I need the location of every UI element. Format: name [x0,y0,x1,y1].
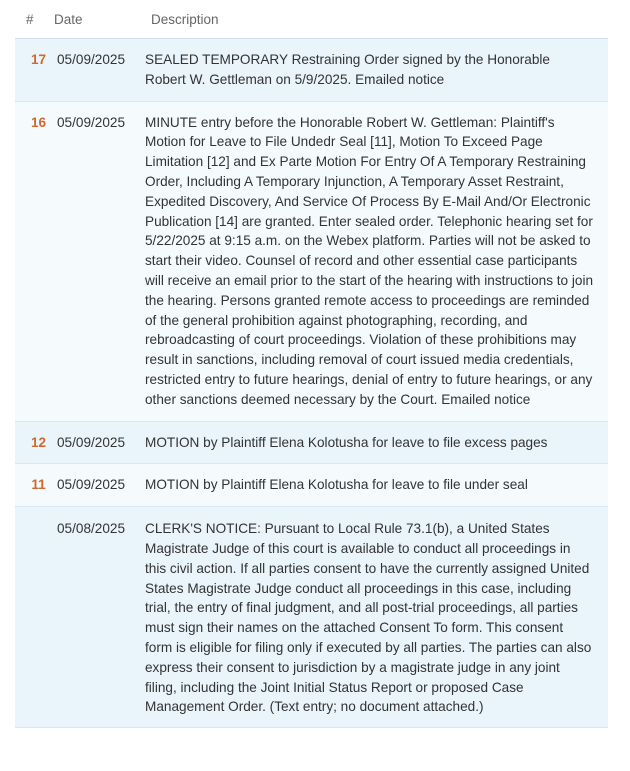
header-description[interactable]: Description [151,11,219,27]
entry-number[interactable]: 16 [30,114,47,130]
entry-description: SEALED TEMPORARY Restraining Order signed by the Honorable Robert W. Gettleman on 5/9/2025. Emailed notice [145,52,550,87]
entry-date: 05/09/2025 [57,52,126,67]
entry-number[interactable]: 17 [30,52,47,67]
entry-number[interactable]: 12 [30,434,47,450]
entry-description: MOTION by Plaintiff Elena Kolotusha for leave to file excess pages [145,434,548,450]
docket-entries [15,38,608,728]
header-number[interactable]: # [26,11,34,27]
header-date[interactable]: Date [54,11,83,27]
docket-entry-11[interactable] [15,464,608,507]
docket-entry-16[interactable] [15,102,608,422]
entry-description: MINUTE entry before the Honorable Robert W. Gettleman: Plaintiff's Motion for Leave to File Undedr Seal [11], Motion To Exceed Page Limitation [12] and Ex Parte Motion For Entry Of A Temporary Restraining Order, Including A Temporary Injunction, A Temporary Asset Restraint, Expedited Discovery, And Service Of Process By E-Mail And/Or Electronic Publication [14] are granted. Enter sealed order. Telephonic hearing set for 5/22/2025 at 9:15 a.m. on the Webex platform. Parties will not be asked to start their video. Counsel of record and other essential case participants will receive an email prior to the start of the hearing with instructions to join the hearing. Persons granted remote access to proceedings are reminded of the general prohibition against photographing, recording, and rebroadcasting of court proceedings. Violation of these prohibitions may result in sanctions, including removal of court issued media credentials, restricted entry to future hearings, denial of entry to future hearings, or any other sanctions deemed necessary by the Court. Emailed notice [145,114,594,407]
entry-date: 05/09/2025 [57,477,126,493]
docket-entry-12[interactable] [15,422,608,465]
entry-date: 05/09/2025 [57,114,126,130]
docket-header [0,0,630,38]
entry-date: 05/08/2025 [57,521,126,537]
entry-number[interactable]: 11 [31,477,46,493]
entry-description: MOTION by Plaintiff Elena Kolotusha for leave to file under seal [145,477,528,493]
docket-entry-clerk-notice[interactable] [15,507,608,728]
entry-description: CLERK'S NOTICE: Pursuant to Local Rule 73.1(b), a United States Magistrate Judge of this court is available to conduct all proceedings in this civil action. If all parties consent to have the currently assigned United States Magistrate Judge conduct all proceedings in this case, including trial, the entry of final judgment, and all post-trial proceedings, all parties must sign their names on the attached Consent To form. This consent form is eligible for filing only if executed by all parties. The parties can also express their consent to jurisdiction by a magistrate judge in any joint filing, including the Joint Initial Status Report or proposed Case Management Order. (Text entry; no document attached.) [145,521,592,715]
entry-date: 05/09/2025 [57,434,126,450]
docket-entry-17[interactable] [15,39,608,102]
